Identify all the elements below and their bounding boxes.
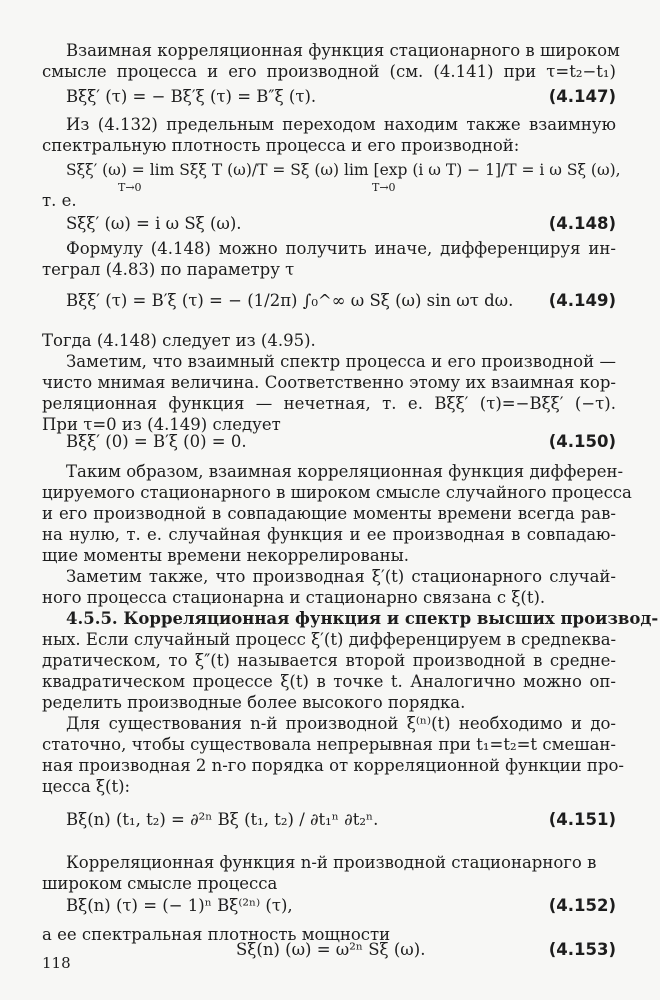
limit-subscript: T→0 [372, 181, 396, 194]
text-line: Тогда (4.148) следует из (4.95). [42, 331, 316, 350]
text-line: Заметим также, что производная ξ′(t) стационарного случай- [66, 567, 616, 586]
section-heading: 4.5.5. Корреляционная функция и спектр высших производ- [66, 609, 659, 628]
text-line: ных. Если случайный процесс ξ′(t) дифференцируем в средneква- [42, 630, 617, 649]
text-line: и его производной в совпадающие моменты времени всегда рав- [42, 504, 616, 523]
text-line: широком смысле процесса [42, 874, 278, 893]
text-line: смысле процесса и его производной (см. (4.141) при τ=t₂−t₁) [42, 62, 616, 81]
text-line: ная производная 2 n-го порядка от корреляционной функции про- [42, 756, 624, 775]
text-line: а ее спектральная плотность мощности [42, 925, 391, 944]
equation-4-153: Sξ(n) (ω) = ω²ⁿ Sξ (ω). [236, 940, 426, 959]
text-line: цесса ξ(t): [42, 777, 131, 796]
text-line: т. е. [42, 191, 77, 210]
equation-4-152: Bξ(n) (τ) = (− 1)ⁿ Bξ⁽²ⁿ⁾ (τ), [66, 896, 293, 915]
text-line: Корреляционная функция n-й производной стационарного в [66, 853, 597, 872]
text-line: статочно, чтобы существовала непрерывная при t₁=t₂=t смешан- [42, 735, 616, 754]
text-line: спектральную плотность процесса и его производной: [42, 136, 520, 155]
equation-number: (4.147) [548, 87, 616, 106]
equation-4-150: Bξξ′ (0) = B′ξ (0) = 0. [66, 432, 247, 451]
text-line: теграл (4.83) по параметру τ [42, 260, 295, 279]
equation-number: (4.148) [548, 214, 616, 233]
equation-number: (4.149) [548, 291, 616, 310]
equation-4-149: Bξξ′ (τ) = B′ξ (τ) = − (1/2π) ∫₀^∞ ω Sξ (ω) sin ωτ dω. [66, 291, 514, 310]
text-line: квадратическом процессе ξ(t) в точке t. Аналогично можно оп- [42, 672, 616, 691]
text-line: реляционная функция — нечетная, т. е. Bξξ′ (τ)=−Bξξ′ (−τ). [42, 394, 616, 413]
limit-subscript: T→0 [118, 181, 142, 194]
text-line: Заметим, что взаимный спектр процесса и его производной — [66, 352, 616, 371]
text-line: цируемого стационарного в широком смысле случайного процесса [42, 483, 632, 502]
equation-number: (4.153) [548, 940, 616, 959]
page-number: 118 [42, 954, 71, 972]
text-line: на нулю, т. е. случайная функция и ее производная в совпадаю- [42, 525, 616, 544]
text-line: Из (4.132) предельным переходом находим также взаимную [66, 115, 616, 134]
equation-4-148: Sξξ′ (ω) = i ω Sξ (ω). [66, 214, 242, 233]
equation-limit: Sξξ′ (ω) = lim Sξξ T (ω)/T = Sξ (ω) lim [exp (i ω T) − 1]/T = i ω Sξ (ω), [66, 161, 621, 179]
text-line: Взаимная корреляционная функция стационарного в широком [66, 41, 620, 60]
text-line: ределить производные более высокого порядка. [42, 693, 466, 712]
text-line: дратическом, то ξ″(t) называется второй производной в средне- [42, 651, 616, 670]
text-line: Формулу (4.148) можно получить иначе, дифференцируя ин- [66, 239, 616, 258]
equation-number: (4.151) [548, 810, 616, 829]
equation-4-151: Bξ(n) (t₁, t₂) = ∂²ⁿ Bξ (t₁, t₂) / ∂t₁ⁿ ∂t₂ⁿ. [66, 810, 379, 829]
text-line: щие моменты времени некоррелированы. [42, 546, 410, 565]
text-line: При τ=0 из (4.149) следует [42, 415, 281, 434]
text-line: Таким образом, взаимная корреляционная функция дифферен- [66, 462, 624, 481]
equation-number: (4.152) [548, 896, 616, 915]
text-line: чисто мнимая величина. Соответственно этому их взаимная кор- [42, 373, 616, 392]
text-line: ного процесса стационарна и стационарно связана с ξ(t). [42, 588, 546, 607]
equation-number: (4.150) [548, 432, 616, 451]
equation-4-147: Bξξ′ (τ) = − Bξ′ξ (τ) = B″ξ (τ). [66, 87, 317, 106]
text-line: Для существования n-й производной ξ⁽ⁿ⁾(t) необходимо и до- [66, 714, 616, 733]
